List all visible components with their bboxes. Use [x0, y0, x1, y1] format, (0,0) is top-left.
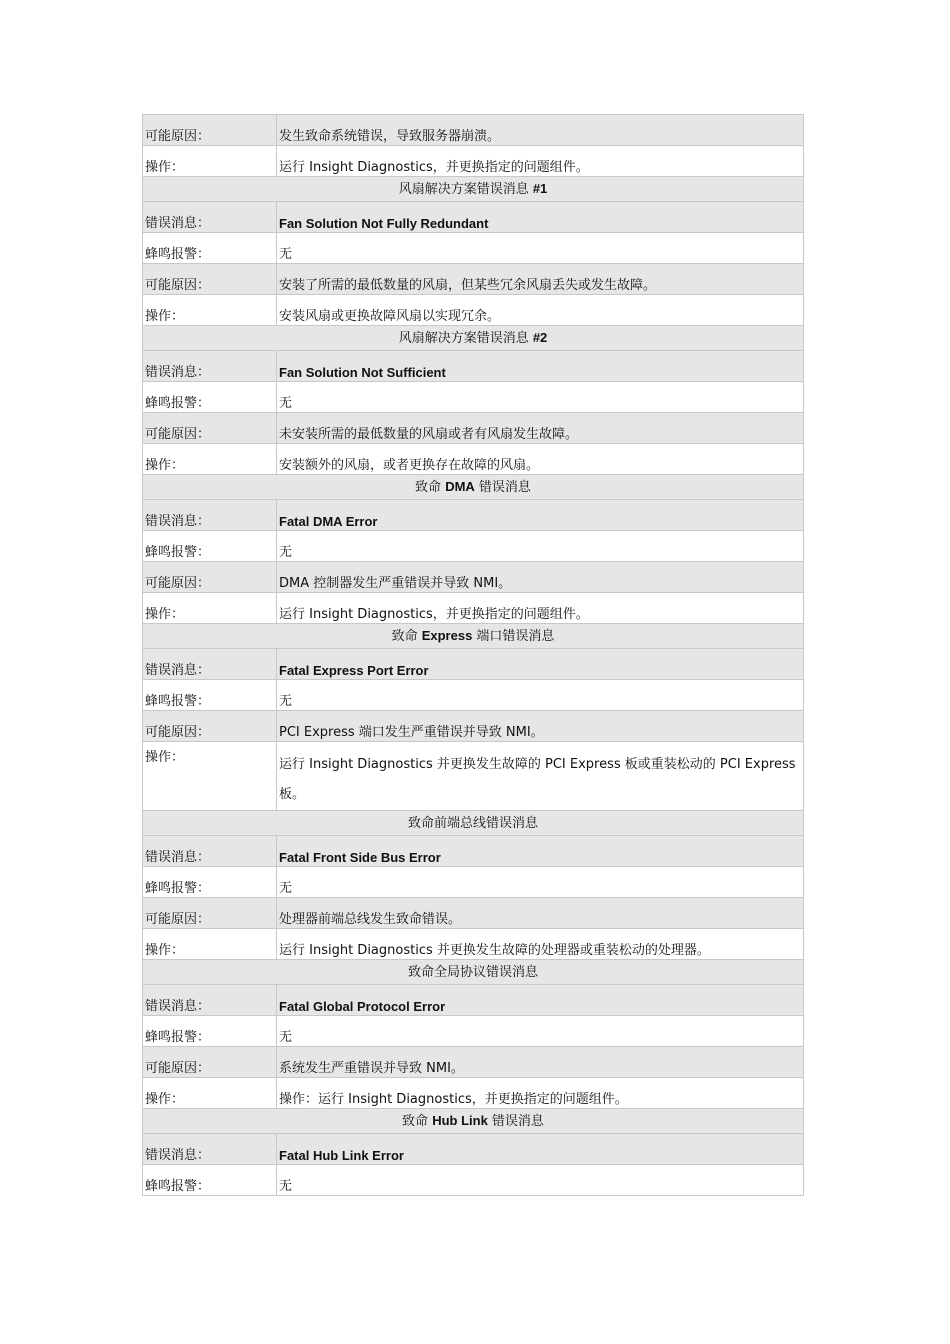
message-label: 错误消息：: [143, 836, 277, 867]
section-header: [143, 475, 804, 500]
cause-label: 可能原因：: [143, 711, 277, 742]
message-value: Fan Solution Not Fully Redundant: [277, 202, 804, 233]
cause-value: 发生致命系统错误，导致服务器崩溃。: [277, 115, 804, 146]
table-row: [143, 115, 804, 146]
table-row: [143, 711, 804, 742]
cause-label: 可能原因：: [143, 264, 277, 295]
beep-label: 蜂鸣报警：: [143, 1016, 277, 1047]
cause-label: 可能原因：: [143, 115, 277, 146]
beep-value: 无: [277, 233, 804, 264]
table-row: [143, 295, 804, 326]
table-row: [143, 680, 804, 711]
table-row: [143, 1165, 804, 1196]
action-value: 运行 Insight Diagnostics，并更换指定的问题组件。: [277, 146, 804, 177]
table-row: [143, 500, 804, 531]
message-label: 错误消息：: [143, 985, 277, 1016]
table-row: [143, 351, 804, 382]
beep-label: 蜂鸣报警：: [143, 680, 277, 711]
table-row: [143, 382, 804, 413]
cause-value: 处理器前端总线发生致命错误。: [277, 898, 804, 929]
action-value: 操作：运行 Insight Diagnostics，并更换指定的问题组件。: [277, 1078, 804, 1109]
action-label: 操作：: [143, 929, 277, 960]
message-value: Fatal DMA Error: [277, 500, 804, 531]
table-row: [143, 413, 804, 444]
table-row: [143, 836, 804, 867]
section-header: [143, 811, 804, 836]
message-label: 错误消息：: [143, 649, 277, 680]
section-title: 风扇解决方案错误消息 #2: [143, 326, 804, 351]
message-value: Fatal Global Protocol Error: [277, 985, 804, 1016]
beep-label: 蜂鸣报警：: [143, 531, 277, 562]
section-header: [143, 177, 804, 202]
message-value: Fatal Hub Link Error: [277, 1134, 804, 1165]
beep-value: 无: [277, 1165, 804, 1196]
beep-label: 蜂鸣报警：: [143, 382, 277, 413]
message-label: 错误消息：: [143, 202, 277, 233]
message-label: 错误消息：: [143, 500, 277, 531]
beep-value: 无: [277, 382, 804, 413]
section-title: 致命 DMA 错误消息: [143, 475, 804, 500]
table-row: [143, 867, 804, 898]
beep-label: 蜂鸣报警：: [143, 233, 277, 264]
cause-label: 可能原因：: [143, 1047, 277, 1078]
action-label: 操作：: [143, 146, 277, 177]
section-title: 致命全局协议错误消息: [143, 960, 804, 985]
cause-label: 可能原因：: [143, 562, 277, 593]
table-row: [143, 1134, 804, 1165]
beep-value: 无: [277, 867, 804, 898]
action-label: 操作：: [143, 1078, 277, 1109]
action-value: 运行 Insight Diagnostics 并更换发生故障的 PCI Express 板或重装松动的 PCI Express 板。: [277, 742, 804, 811]
section-header: [143, 326, 804, 351]
section-title: 致命 Hub Link 错误消息: [143, 1109, 804, 1134]
table-row: [143, 898, 804, 929]
message-label: 错误消息：: [143, 351, 277, 382]
action-value: 安装额外的风扇，或者更换存在故障的风扇。: [277, 444, 804, 475]
beep-value: 无: [277, 1016, 804, 1047]
message-label: 错误消息：: [143, 1134, 277, 1165]
beep-value: 无: [277, 680, 804, 711]
table-row: [143, 985, 804, 1016]
cause-value: DMA 控制器发生严重错误并导致 NMI。: [277, 562, 804, 593]
table-row: [143, 531, 804, 562]
cause-value: PCI Express 端口发生严重错误并导致 NMI。: [277, 711, 804, 742]
section-title: 风扇解决方案错误消息 #1: [143, 177, 804, 202]
cause-label: 可能原因：: [143, 413, 277, 444]
table-row: [143, 562, 804, 593]
section-header: [143, 1109, 804, 1134]
message-value: Fan Solution Not Sufficient: [277, 351, 804, 382]
cause-value: 系统发生严重错误并导致 NMI。: [277, 1047, 804, 1078]
action-label: 操作：: [143, 742, 277, 811]
table-row: [143, 929, 804, 960]
table-row: [143, 649, 804, 680]
table-row: [143, 444, 804, 475]
table-row: [143, 233, 804, 264]
action-value: 运行 Insight Diagnostics 并更换发生故障的处理器或重装松动的处理器。: [277, 929, 804, 960]
action-value: 安装风扇或更换故障风扇以实现冗余。: [277, 295, 804, 326]
beep-label: 蜂鸣报警：: [143, 867, 277, 898]
table-row: [143, 1047, 804, 1078]
beep-label: 蜂鸣报警：: [143, 1165, 277, 1196]
section-title: 致命前端总线错误消息: [143, 811, 804, 836]
cause-label: 可能原因：: [143, 898, 277, 929]
error-message-table: [142, 114, 804, 1196]
table-row: [143, 202, 804, 233]
table-row: [143, 1078, 804, 1109]
action-value: 运行 Insight Diagnostics，并更换指定的问题组件。: [277, 593, 804, 624]
section-header: [143, 960, 804, 985]
table-row: [143, 1016, 804, 1047]
message-value: Fatal Front Side Bus Error: [277, 836, 804, 867]
cause-value: 未安装所需的最低数量的风扇或者有风扇发生故障。: [277, 413, 804, 444]
action-label: 操作：: [143, 593, 277, 624]
table-row: [143, 264, 804, 295]
action-label: 操作：: [143, 295, 277, 326]
table-row: [143, 593, 804, 624]
beep-value: 无: [277, 531, 804, 562]
table-row: [143, 742, 804, 811]
section-header: [143, 624, 804, 649]
section-title: 致命 Express 端口错误消息: [143, 624, 804, 649]
action-label: 操作：: [143, 444, 277, 475]
cause-value: 安装了所需的最低数量的风扇，但某些冗余风扇丢失或发生故障。: [277, 264, 804, 295]
table-row: [143, 146, 804, 177]
message-value: Fatal Express Port Error: [277, 649, 804, 680]
